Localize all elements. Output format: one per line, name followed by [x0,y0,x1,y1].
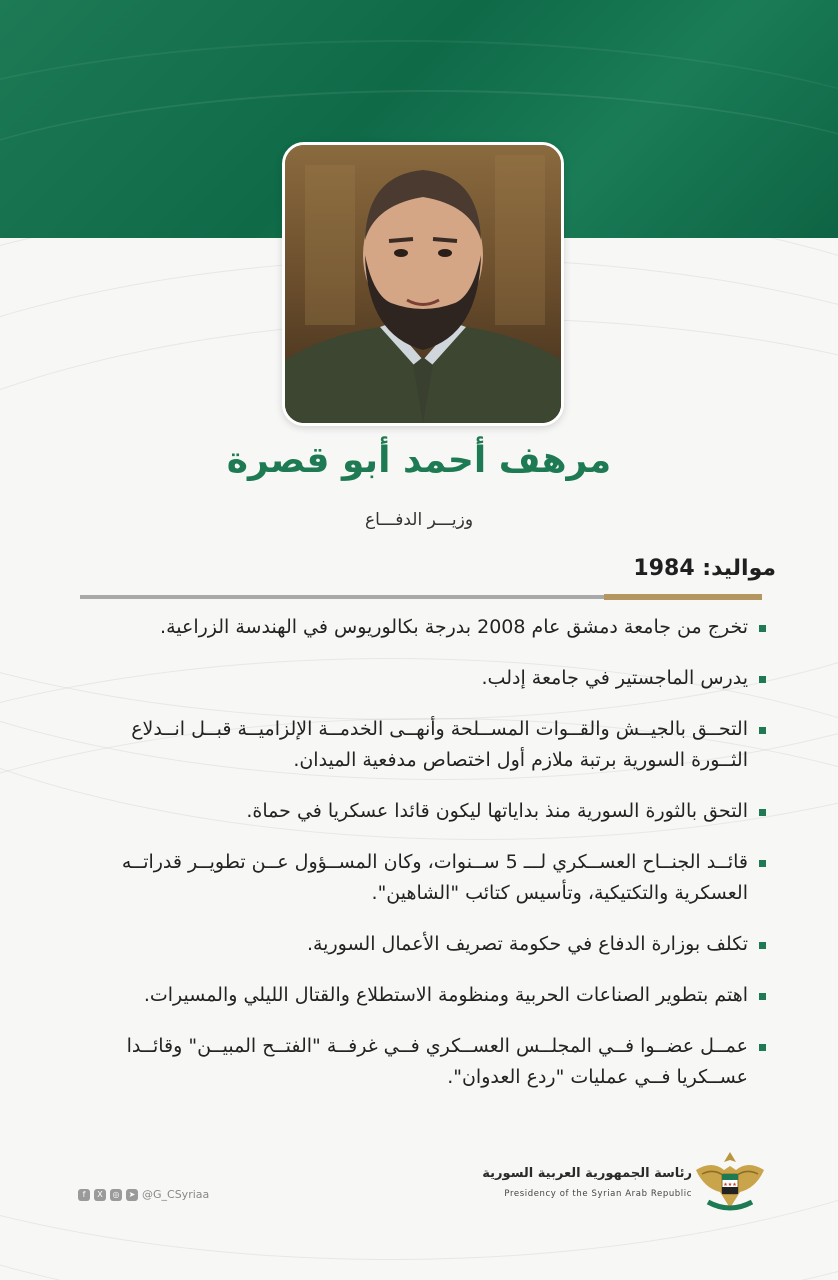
birth-year: مواليد: 1984 [633,556,776,581]
biography-list [72,612,766,1093]
divider-gray [80,595,604,599]
list-item [72,1031,766,1093]
bullet-icon [759,727,766,734]
list-item [72,980,766,1011]
bullet-icon [759,676,766,683]
bullet-icon [759,625,766,632]
org-name-english: Presidency of the Syrian Arab Republic [504,1189,692,1199]
list-item [72,847,766,909]
list-item-text: اهتم بتطوير الصناعات الحربية ومنظومة الاستطلاع والقتال الليلي والمسيرات. [143,984,748,1006]
facebook-icon[interactable]: f [78,1189,90,1201]
list-item [72,929,766,960]
social-links [78,1188,209,1201]
svg-text:★★★: ★★★ [723,1182,737,1188]
bullet-icon [759,993,766,1000]
list-item [72,796,766,827]
list-item-text: عمــل عضــوا فــي المجلــس العســكري فــي غرفــة "الفتــح المبيــن" وقائــدا عســكريا فــي عمليات "ردع العدوان". [126,1035,748,1088]
instagram-icon[interactable]: ◎ [110,1189,122,1201]
telegram-icon[interactable]: ➤ [126,1189,138,1201]
list-item-text: تكلف بوزارة الدفاع في حكومة تصريف الأعمال السورية. [306,933,748,955]
divider-gold [604,594,762,600]
minister-role: وزيـــر الدفـــاع [364,510,474,530]
bullet-icon [759,809,766,816]
bullet-icon [759,942,766,949]
section-divider [80,594,762,600]
eagle-emblem-icon [694,1148,766,1218]
org-signature [482,1166,692,1199]
minister-name: مرهف أحمد أبو قصرة [226,440,612,481]
portrait-illustration [285,145,561,423]
portrait-photo [282,142,564,426]
social-handle: @G_CSyriaa [142,1188,210,1201]
x-icon[interactable]: X [94,1189,106,1201]
list-item-text: يدرس الماجستير في جامعة إدلب. [481,667,748,689]
list-item [72,612,766,643]
list-item-text: التحــق بالجيــش والقــوات المســلحة وأنهــى الخدمــة الإلزاميــة قبــل انــدلاع الثــورة السورية برتبة ملازم أول اختصاص مدفعية الميدان. [131,718,748,771]
bullet-icon [759,860,766,867]
list-item-text: تخرج من جامعة دمشق عام 2008 بدرجة بكالوريوس في الهندسة الزراعية. [160,616,748,638]
list-item-text: التحق بالثورة السورية منذ بداياتها ليكون قائدا عسكريا في حماة. [246,800,748,822]
list-item-text: قائــد الجنــاح العســكري لـــ 5 ســنوات، وكان المســؤول عــن تطويــر قدراتــه العسكرية والتكتيكية، وتأسيس كتائب "الشاهين". [121,851,748,904]
bullet-icon [759,1044,766,1051]
org-name-arabic: رئاسة الجمهورية العربية السورية [482,1166,692,1181]
list-item [72,663,766,694]
list-item [72,714,766,776]
